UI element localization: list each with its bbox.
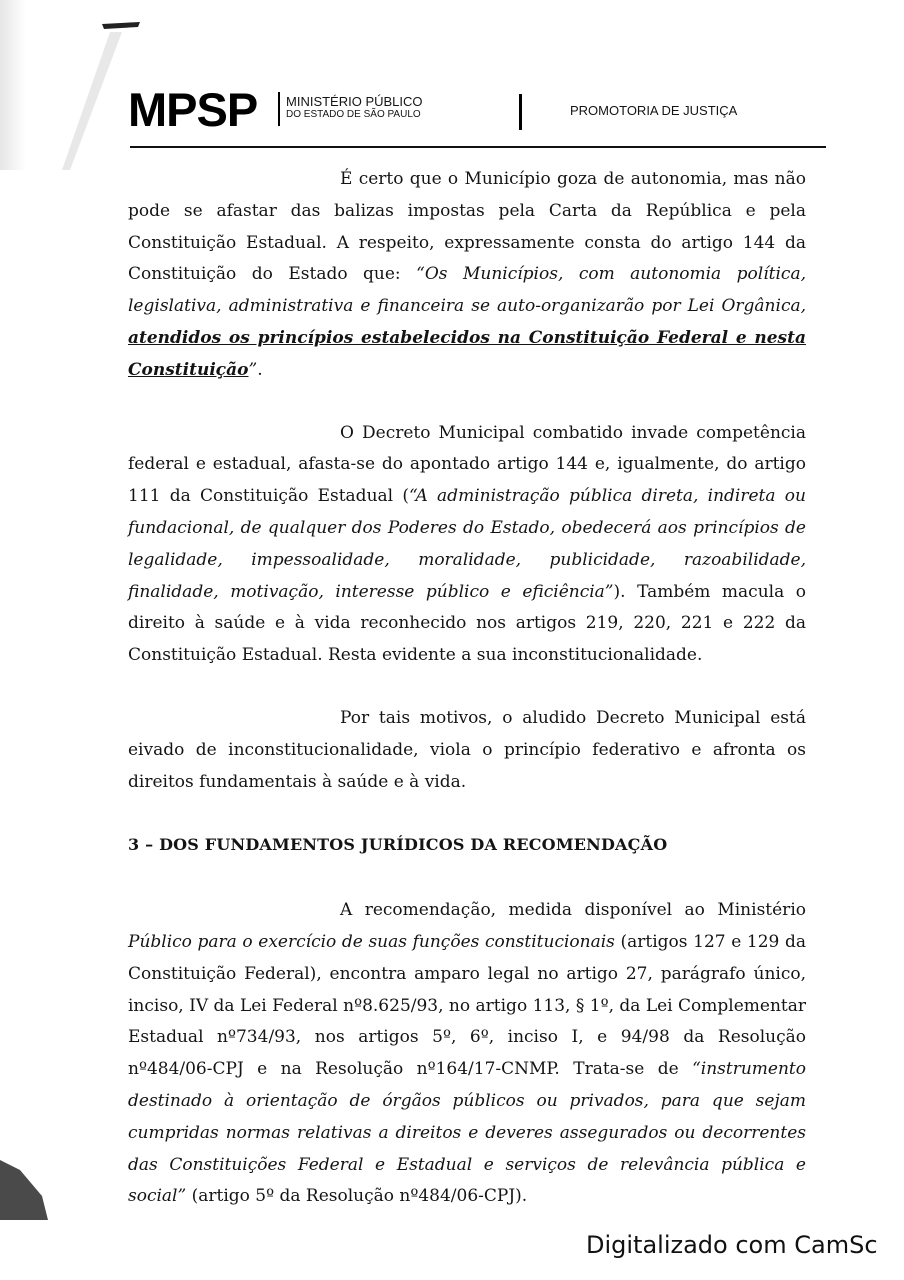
logo-divider xyxy=(278,92,280,126)
paragraph-text: A recomendação, medida disponível ao Ministério xyxy=(340,900,806,921)
paragraph-text: É certo que o Município goza de autonomia, mas não pode se afastar das balizas impostas pela Carta da República e pela Constituição Estadual. A respeito, expressamente consta do artigo 144 da Constituição do Estado que: xyxy=(128,169,806,285)
document-body xyxy=(128,164,806,1244)
scan-artifact-corner xyxy=(0,1150,50,1220)
paragraph-end: (artigo 5º da Resolução nº484/06-CPJ). xyxy=(186,1186,528,1207)
mpsp-logo: MPSP xyxy=(128,83,258,136)
quote-emphasis: atendidos os princípios estabelecidos na Constituição Federal e nesta Constituição xyxy=(128,327,806,380)
letterhead xyxy=(128,83,828,146)
org-name-line2: DO ESTADO DE SÃO PAULO xyxy=(286,109,421,120)
paragraph-recomendacao xyxy=(128,895,806,1213)
paragraph-text: Por tais motivos, o aludido Decreto Municipal está eivado de inconstitucionalidade, viola o princípio federativo e afronta os direitos fundamentais à saúde e à vida. xyxy=(128,707,806,792)
paragraph-decreto xyxy=(128,418,806,672)
quote-text: “A administração pública direta, indireta ou fundacional, de qualquer dos Poderes do Estado, obedecerá aos princípios de legalidade, impessoalidade, moralidade, publicidade, razoabilidade, finalidade, motivação, interesse público e eficiência” xyxy=(128,486,806,602)
paragraph-text: O Decreto Municipal combatido invade competência federal e estadual, afasta-se do apontado artigo 144 e, igualmente, do artigo 111 da Constituição Estadual ( xyxy=(128,422,806,507)
quote-close: ” xyxy=(248,359,258,380)
paragraph-autonomia xyxy=(128,164,806,387)
quote-text: “Os Municípios, com autonomia política, legislativa, administrativa e financeira se auto-organizarão por Lei Orgânica, xyxy=(128,264,806,317)
department-name: PROMOTORIA DE JUSTIÇA xyxy=(570,103,738,118)
section-heading: 3 – DOS FUNDAMENTOS JURÍDICOS DA RECOMENDAÇÃO xyxy=(128,835,668,855)
quote-text: “instrumento destinado à orientação de órgãos públicos ou privados, para que sejam cumpridas normas relativas a direitos e deveres assegurados ou decorrentes das Constituições Federal e Estadual e serviços de relevância pública e social” xyxy=(128,1059,806,1207)
italic-text: Público para o exercício de suas funções constitucionais xyxy=(128,931,615,952)
org-name-line1: MINISTÉRIO PÚBLICO xyxy=(286,94,423,109)
scan-shadow xyxy=(0,0,26,170)
header-divider xyxy=(519,94,522,130)
paragraph-end: . xyxy=(257,359,263,380)
scanner-watermark: Digitalizado com CamSc xyxy=(586,1231,878,1259)
header-rule xyxy=(130,146,826,148)
paragraph-text: (artigos 127 e 129 da Constituição Federal), encontra amparo legal no artigo 27, parágrafo único, inciso, IV da Lei Federal nº8.625/93, no artigo 113, § 1º, da Lei Complementar Estadual nº734/93, nos artigos 5º, 6º, inciso I, e 94/98 da Resolução nº484/06-CPJ e na Resolução nº164/17-CNMP. Trata-se de xyxy=(128,931,806,1080)
paragraph-conclusao xyxy=(128,703,806,798)
paragraph-end: ). Também macula o direito à saúde e à vida reconhecido nos artigos 219, 220, 221 e 222 da Constituição Estadual. Resta evidente a sua inconstitucionalidade. xyxy=(128,581,806,666)
